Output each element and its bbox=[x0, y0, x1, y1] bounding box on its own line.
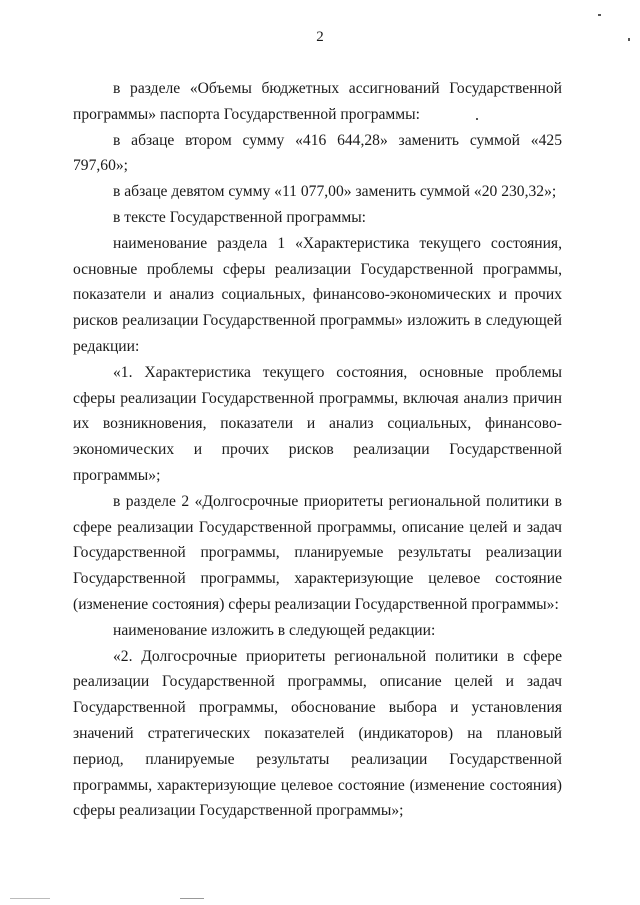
paragraph-budget-section: в разделе «Объемы бюджетных ассигнований Государственной программы» паспорта Государственной программы: bbox=[73, 80, 562, 123]
scan-artifact bbox=[10, 898, 50, 899]
scan-artifact bbox=[180, 898, 204, 899]
paragraph-section2-title: в разделе 2 «Долгосрочные приоритеты региональной политики в сфере реализации Государственной программы, описание целей и задач Государственной программы, планируемые результаты реализации Государственной программы, характеризующие целевое состояние (изменение состояния) сферы реализации Государственной программы»: bbox=[73, 492, 562, 613]
paragraph-ninth-subparagraph: в абзаце девятом сумму «11 077,00» заменить суммой «20 230,32»; bbox=[113, 183, 557, 201]
page-number: 2 bbox=[316, 29, 324, 45]
scan-artifact bbox=[598, 14, 601, 16]
document-body bbox=[73, 76, 562, 824]
scan-artifact bbox=[476, 118, 478, 120]
paragraph-section1-title: наименование раздела 1 «Характеристика текущего состояния, основные проблемы сферы реализации Государственной программы, показатели и анализ социальных, финансово-экономических и прочих рисков реализации Государственной программы» изложить в следующей редакции: bbox=[73, 234, 562, 355]
paragraph-section2-new-title: «2. Долгосрочные приоритеты региональной политики в сфере реализации Государственной программы, описание целей и задач Государственной программы, обоснование выбора и установления значений стратегических показателей (индикаторов) на плановый период, планируемые результаты реализации Государственной программы, характеризующие целевое состояние (изменение состояния) сферы реализации Государственной программы»; bbox=[73, 647, 562, 820]
scan-artifact bbox=[628, 38, 630, 41]
paragraph-new-title-intro: наименование изложить в следующей редакции: bbox=[113, 621, 436, 639]
paragraph-program-text: в тексте Государственной программы: bbox=[113, 208, 367, 226]
paragraph-second-subparagraph: в абзаце втором сумму «416 644,28» заменить суммой «425 797,60»; bbox=[73, 131, 562, 175]
paragraph-section1-new-title: «1. Характеристика текущего состояния, основные проблемы сферы реализации Государственной программы, включая анализ причин их возникновения, показатели и анализ социальных, финансово-экономических и прочих рисков реализации Государственной программы»; bbox=[73, 363, 562, 484]
